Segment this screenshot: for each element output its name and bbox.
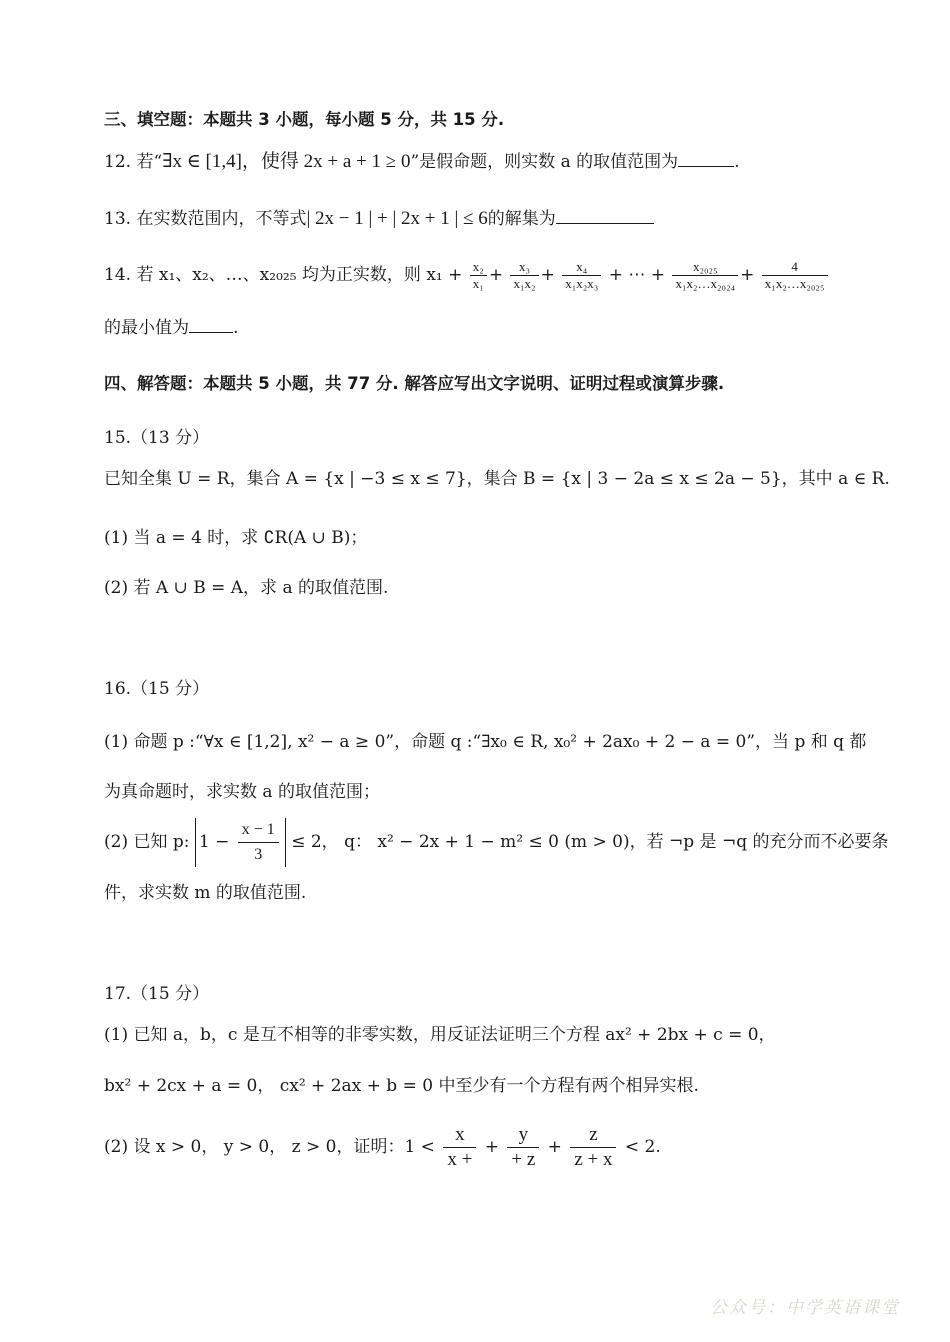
q14-frac-2-den: x₁x₂ <box>513 276 536 291</box>
q17-frac-3-num: z <box>570 1123 616 1148</box>
q14-dots: + ⋯ + <box>608 265 666 285</box>
q17-p2-post: < 2. <box>624 1137 661 1157</box>
q16-part-1-line-2: 为真命题时，求实数 a 的取值范围； <box>104 782 380 802</box>
q17-p2-pre: (2) 设 x > 0， y > 0， z > 0，证明：1 < <box>104 1137 435 1157</box>
q13-answer-blank[interactable] <box>556 205 654 224</box>
q13-math: | 2x − 1 | + | 2x + 1 | ≤ 6 <box>306 208 488 229</box>
q15-stem: 已知全集 U = R，集合 A = {x | −3 ≤ x ≤ 7}，集合 B = {x | 3 − 2a ≤ x ≤ 2a − 5}，其中 a ∈ R. <box>104 469 890 489</box>
q17-plus-2: + <box>547 1137 562 1157</box>
q14-frac-4-num: x₂₀₂₅ <box>672 259 738 276</box>
q15-part-1: (1) 当 a = 4 时，求 ∁R(A ∪ B)； <box>104 528 368 548</box>
q16-part-2-line-2: 件，求实数 m 的取值范围. <box>104 883 307 903</box>
question-14: 14. 若 x₁、x₂、…、x₂₀₂₅ 均为正实数，则 x₁ + $\frac{\text{x₂}}{\text{x₁}}$ + $\frac{\text{x₃}}{\text{x₁x₂}}$ + $\frac{\text{x₄}}{\text{x₁x₂x₃}}$ + ⋯ + $\frac{\text{x₂₀₂₅}}{\text{x₁x₂…x₂₀₂₄}}$ + $\frac{4}{\text{x₁x₂…x₂₀₂₅}}$ <box>104 259 830 292</box>
q17-frac-2-num: y <box>507 1123 539 1148</box>
q14-pre: 若 x₁、x₂、…、x₂₀₂₅ 均为正实数，则 x₁ + <box>136 265 463 285</box>
q16-abs-lead: 1 − <box>198 832 230 852</box>
q16-p2-post: ≤ 2， q： x² − 2x + 1 − m² ≤ 0 (m > 0)，若 ¬p 是 ¬q 的充分而不必要条 <box>291 832 889 852</box>
question-14-line-2 <box>104 314 238 340</box>
q16-p2-pre: (2) 已知 p: <box>104 832 190 852</box>
q17-part-2 <box>104 1123 661 1172</box>
q12-answer-blank[interactable] <box>678 148 734 167</box>
q13-post: 的解集为 <box>487 209 556 229</box>
q16-part-1-line-1: (1) 命题 p :“∀x ∈ [1,2], x² − a ≥ 0”，命题 q :“∃x₀ ∈ R, x₀² + 2ax₀ + 2 − a = 0”，当 p 和 q 都 <box>104 732 867 752</box>
q17-frac-1-den: x + <box>447 1149 473 1170</box>
q14-end: . <box>233 318 239 338</box>
q17-frac-1-num: x <box>443 1123 476 1148</box>
q17-frac-3 <box>570 1123 616 1172</box>
q12-end: . <box>734 152 740 172</box>
q17-plus-1: + <box>484 1137 499 1157</box>
q14-frac-3 <box>562 259 601 292</box>
q14-frac-1 <box>470 259 487 292</box>
q17-frac-2 <box>507 1123 539 1172</box>
q14-frac-4-den: x₁x₂…x₂₀₂₄ <box>675 276 736 291</box>
q17-frac-1 <box>443 1123 476 1172</box>
q14-line2-text: 的最小值为 <box>104 318 189 338</box>
q15-part-2: (2) 若 A ∪ B = A，求 a 的取值范围. <box>104 578 389 598</box>
q12-pre: 若“ <box>136 152 163 172</box>
q14-frac-4 <box>672 259 738 292</box>
section-4-heading: 四、解答题：本题共 5 小题，共 77 分. 解答应写出文字说明、证明过程或演算步骤. <box>104 374 725 393</box>
q14-number: 14. <box>104 265 137 285</box>
q17-part-1-line-1: (1) 已知 a，b，c 是互不相等的非零实数，用反证法证明三个方程 ax² + 2bx + c = 0， <box>104 1025 776 1045</box>
section-3-heading: 三、填空题：本题共 3 小题，每小题 5 分，共 15 分. <box>104 110 505 129</box>
q14-frac-5-den: x₁x₂…x₂₀₂₅ <box>764 276 825 291</box>
q12-math: ∃x ∈ [1,4]，使得 2x + a + 1 ≥ 0 <box>162 151 411 172</box>
q14-frac-2-num: x₃ <box>510 259 538 276</box>
q16-abs-frac-num: x − 1 <box>238 818 279 843</box>
q13-number: 13. <box>104 209 137 229</box>
q14-answer-blank[interactable] <box>189 314 233 333</box>
q16-abs-expression <box>195 818 286 867</box>
q17-frac-3-den: z + x <box>574 1149 613 1170</box>
q16-abs-frac-den: 3 <box>254 846 263 863</box>
q14-frac-3-den: x₁x₂x₃ <box>565 276 599 291</box>
q16-heading: 16.（15 分） <box>104 679 210 699</box>
q14-frac-5 <box>762 259 828 292</box>
question-13 <box>104 205 654 231</box>
watermark: 公众号：中学英语课堂 <box>710 1298 900 1318</box>
q17-heading: 17.（15 分） <box>104 984 210 1004</box>
q14-frac-1-den: x₁ <box>472 276 484 291</box>
q12-post: ”是假命题，则实数 a 的取值范围为 <box>410 152 679 172</box>
q14-frac-3-num: x₄ <box>562 259 601 276</box>
q17-part-1-line-2: bx² + 2cx + a = 0， cx² + 2ax + b = 0 中至少有一个方程有两个相异实根. <box>104 1076 699 1096</box>
question-12 <box>104 148 740 174</box>
q16-abs-frac <box>238 818 279 867</box>
q14-frac-2 <box>510 259 538 292</box>
q14-frac-1-num: x₂ <box>470 259 487 276</box>
q16-part-2-line-1 <box>104 818 888 867</box>
q12-number: 12. <box>104 152 137 172</box>
q17-frac-2-den: + z <box>511 1149 536 1170</box>
q15-heading: 15.（13 分） <box>104 428 210 448</box>
q14-frac-5-num: 4 <box>762 259 828 276</box>
q13-pre: 在实数范围内，不等式 <box>136 209 307 229</box>
